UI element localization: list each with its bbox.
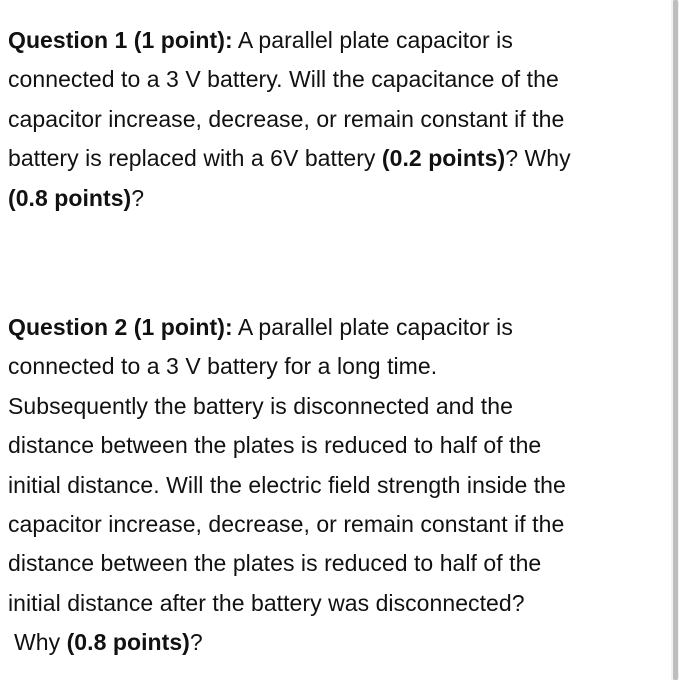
- question-2-line-6: capacitor increase, decrease, or remain constant if the: [8, 511, 565, 538]
- question-1: [8, 21, 658, 218]
- question-1-points-b: (0.8 points): [8, 184, 132, 211]
- scrollbar-thumb[interactable]: [673, 0, 678, 680]
- question-1-line-2: connected to a 3 V battery. Will the capacitance of the: [8, 66, 559, 93]
- question-2-line-7: distance between the plates is reduced to half of the: [8, 550, 542, 577]
- question-2-line-9-text: Why: [14, 629, 67, 656]
- question-2-line-1: [8, 308, 658, 347]
- question-2-line-4: distance between the plates is reduced to half of the: [8, 432, 542, 459]
- question-2-line-1-text: A parallel plate capacitor is: [232, 314, 513, 340]
- question-1-line-5: [8, 179, 658, 218]
- question-1-points-a: (0.2 points): [381, 145, 506, 172]
- question-2-points: (0.8 points): [66, 629, 190, 656]
- question-1-title: Question 1 (1 point):: [8, 27, 233, 53]
- question-2-title: Question 2 (1 point):: [8, 314, 233, 340]
- question-1-line-1-text: A parallel plate capacitor is: [232, 27, 513, 53]
- question-2-line-5: initial distance. Will the electric field strength inside the: [8, 471, 566, 498]
- question-2-line-2: connected to a 3 V battery for a long time.: [8, 353, 438, 380]
- question-2-line-9: [8, 623, 658, 662]
- question-1-line-5-text: ?: [131, 184, 145, 211]
- vertical-scrollbar[interactable]: [671, 0, 679, 680]
- question-2-line-3: Subsequently the battery is disconnected and the: [8, 392, 513, 419]
- question-1-line-4-text: battery is replaced with a 6V battery: [8, 145, 382, 172]
- question-1-line-4: [8, 139, 658, 178]
- question-1-line-3: capacitor increase, decrease, or remain constant if the: [8, 105, 565, 132]
- question-1-line-4-tail: ? Why: [505, 145, 571, 172]
- question-2-line-9-tail: ?: [189, 629, 203, 656]
- question-2: [8, 308, 658, 663]
- question-2-line-8: initial distance after the battery was disconnected?: [8, 589, 525, 616]
- question-1-line-1: [8, 21, 658, 60]
